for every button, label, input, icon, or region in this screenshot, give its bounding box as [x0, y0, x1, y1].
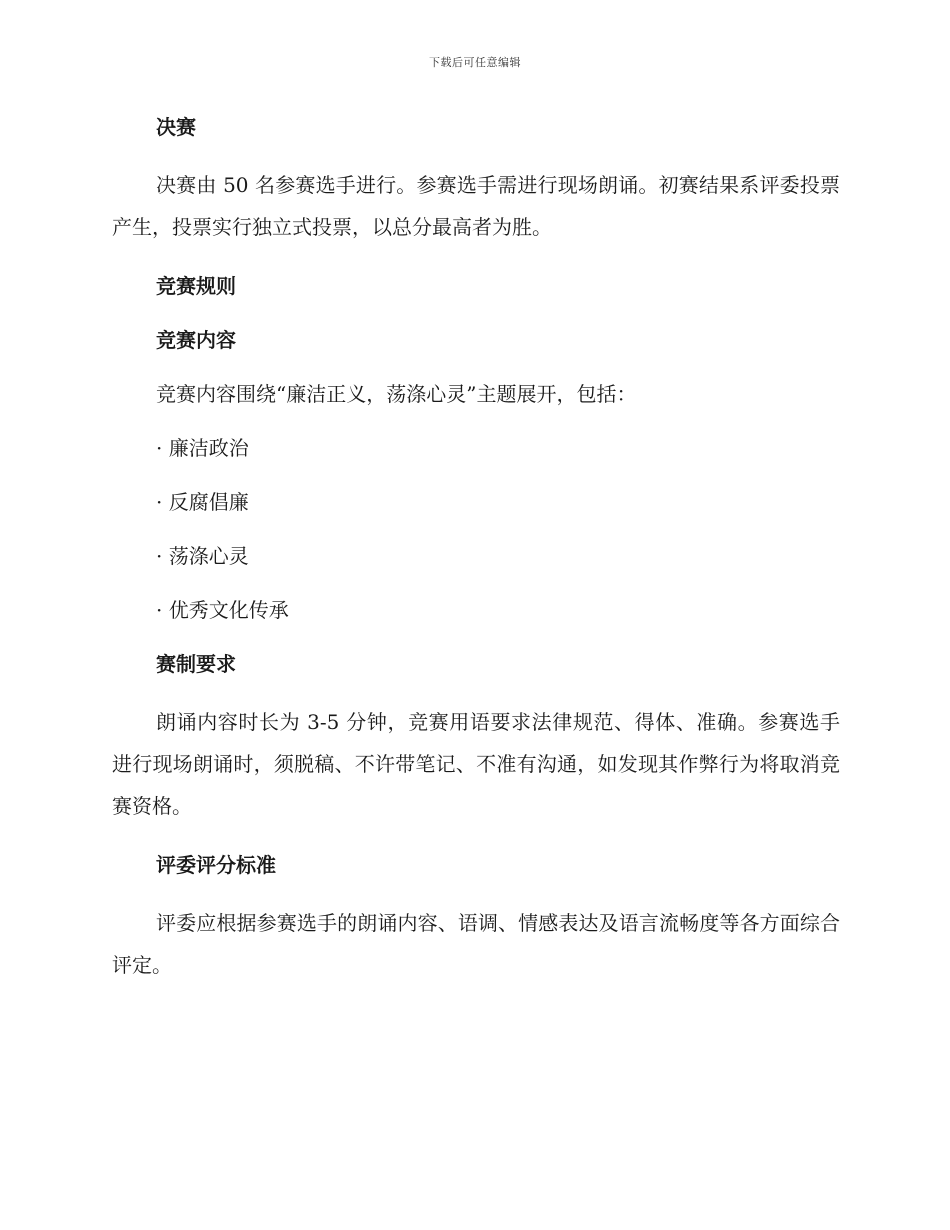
final-paragraph: 决赛由 50 名参赛选手进行。参赛选手需进行现场朗诵。初赛结果系评委投票产生，投票实行独立式投票，以总分最高者为胜。 — [112, 173, 840, 239]
content-list-item: · 廉洁政治 — [156, 436, 249, 460]
rules-heading: 竞赛规则 — [156, 274, 236, 298]
content-intro: 竞赛内容围绕“廉洁正义，荡涤心灵”主题展开，包括： — [156, 382, 637, 406]
scoring-paragraph: 评委应根据参赛选手的朗诵内容、语调、情感表达及语言流畅度等各方面综合评定。 — [112, 911, 840, 977]
content-list-item: · 荡涤心灵 — [156, 544, 249, 568]
format-heading: 赛制要求 — [156, 652, 236, 676]
final-heading: 决赛 — [156, 115, 196, 139]
page-header-note: 下载后可任意编辑 — [429, 56, 521, 69]
format-paragraph: 朗诵内容时长为 3-5 分钟，竞赛用语要求法律规范、得体、准确。参赛选手进行现场朗诵时，须脱稿、不许带笔记、不准有沟通，如发现其作弊行为将取消竞赛资格。 — [112, 710, 840, 818]
document-body — [112, 110, 840, 986]
content-list-item: · 优秀文化传承 — [156, 598, 289, 622]
content-list-item: · 反腐倡廉 — [156, 490, 249, 514]
content-heading: 竞赛内容 — [156, 328, 236, 352]
scoring-heading: 评委评分标准 — [156, 853, 276, 877]
